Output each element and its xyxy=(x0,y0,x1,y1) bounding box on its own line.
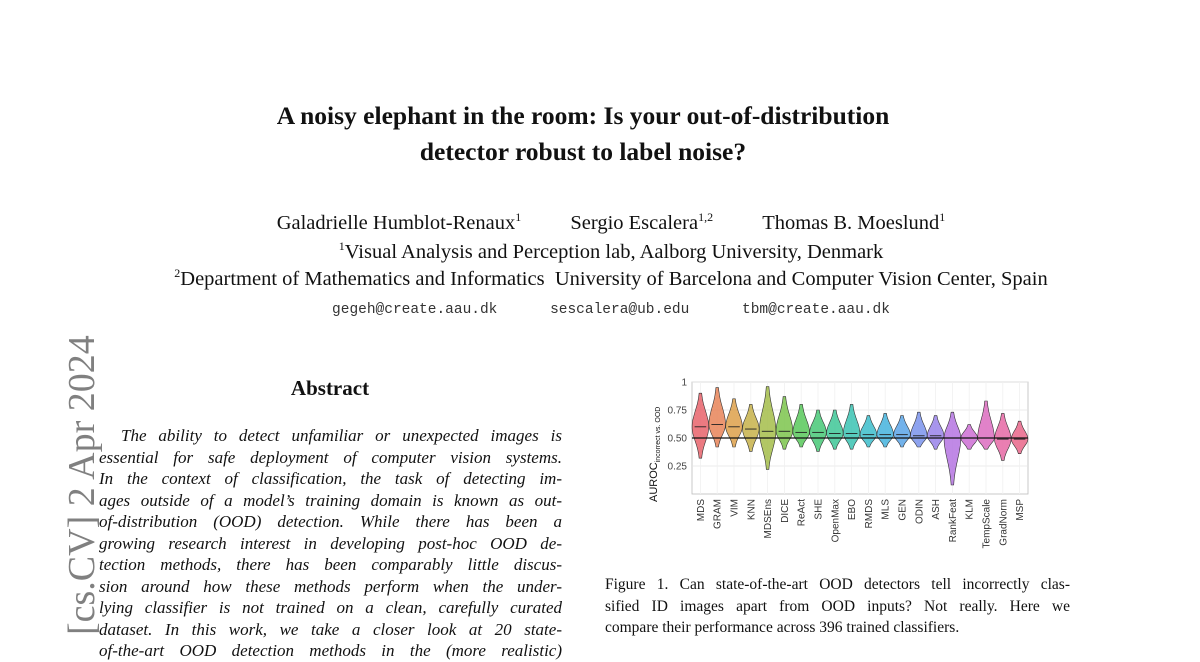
abstract-line: In the context of classification, the task of detecting im- xyxy=(99,469,562,488)
author-affil-mark: 1 xyxy=(939,210,946,224)
author-list xyxy=(0,212,1200,235)
figure-caption xyxy=(605,574,1070,639)
x-tick-label: MLS xyxy=(880,499,892,520)
x-tick-label: SHE xyxy=(813,499,825,520)
x-tick-label: GEN xyxy=(897,499,909,521)
arxiv-stamp: [cs.CV] 2 Apr 2024 xyxy=(61,335,103,635)
x-tick-label: RankFeat xyxy=(947,499,959,543)
y-tick-label: 1 xyxy=(681,377,687,389)
x-tick-label: GradNorm xyxy=(998,499,1010,546)
x-tick-label: MDS xyxy=(695,499,707,522)
affil-text: Visual Analysis and Perception lab, Aalborg University, Denmark xyxy=(344,241,884,263)
figure-violin-chart xyxy=(640,372,1035,562)
email-2: sescalera@ub.edu xyxy=(550,302,690,318)
x-tick-label: MDSEns xyxy=(763,499,775,539)
x-tick-label: ReAct xyxy=(796,499,808,527)
y-axis-label xyxy=(648,407,662,502)
abstract-line: sion around how these methods perform when the under- xyxy=(99,576,562,596)
author-affil-mark: 1 xyxy=(515,210,522,224)
author-3 xyxy=(762,212,945,235)
caption-line: Figure 1. Can state-of-the-art OOD detectors tell incorrectly clas- xyxy=(605,576,1070,593)
abstract-line: ages outside of a model’s training domain is known as out- xyxy=(99,490,562,510)
x-tick-label: ASH xyxy=(931,499,943,520)
x-tick-label: VIM xyxy=(729,499,741,517)
y-tick-label: 0.50 xyxy=(667,433,687,445)
x-tick-label: EBO xyxy=(847,499,859,521)
caption-line: compare their performance across 396 trained classifiers. xyxy=(605,619,960,636)
author-name: Sergio Escalera xyxy=(570,212,699,234)
email-1: gegeh@create.aau.dk xyxy=(332,302,498,318)
affil-text: Department of Mathematics and Informatics University of Barcelona and Computer Vision Center, Spain xyxy=(180,268,1048,290)
x-tick-label: RMDS xyxy=(863,499,875,529)
abstract-line: dataset. In this work, we take a closer look at 20 state- xyxy=(99,619,562,639)
x-tick-label: TempScale xyxy=(981,499,993,549)
x-tick-label: KNN xyxy=(746,499,758,521)
author-1 xyxy=(277,212,522,235)
affiliation-1 xyxy=(0,241,1200,264)
x-tick-label: GRAM xyxy=(712,499,724,529)
caption-line: sified ID images apart from OOD inputs? Not really. Here we xyxy=(605,597,1070,615)
abstract-line: lying classifier is not trained on a clean, carefully curated xyxy=(99,598,562,617)
author-affil-mark: 1,2 xyxy=(698,210,714,224)
x-tick-label: OpenMax xyxy=(830,499,842,543)
y-axis-label-main: AUROC xyxy=(648,462,660,502)
abstract-line: of-distribution (OOD) detection. While there has been a xyxy=(99,512,562,531)
title-line-1: A noisy elephant in the room: Is your out-of-distribution xyxy=(276,101,890,130)
abstract-line: of-the-art OOD detection methods in the (more realistic) xyxy=(99,641,562,660)
paper-title xyxy=(0,98,1166,170)
abstract-line: growing research interest in developing post-hoc OOD de- xyxy=(99,533,562,553)
abstract-line: tection methods, there has been comparably little discus- xyxy=(99,555,562,574)
x-tick-label: DICE xyxy=(779,499,791,523)
affil-mark: 2 xyxy=(174,266,181,280)
abstract-body xyxy=(99,425,562,662)
author-name: Galadrielle Humblot-Renaux xyxy=(276,212,516,234)
affiliation-2 xyxy=(0,268,1200,291)
author-2 xyxy=(570,212,713,235)
y-tick-label: 0.25 xyxy=(667,461,687,473)
abstract-line: The ability to detect unfamiliar or unexpected images is xyxy=(121,426,562,445)
abstract-heading: Abstract xyxy=(290,376,370,400)
x-tick-label: MSP xyxy=(1015,499,1027,521)
x-tick-label: ODIN xyxy=(914,499,926,524)
affil-mark: 1 xyxy=(338,239,345,253)
y-tick-label: 0.75 xyxy=(667,405,687,417)
abstract-line: essential for safe deployment of computer vision systems. xyxy=(99,447,562,467)
author-name: Thomas B. Moeslund xyxy=(762,212,940,234)
x-tick-label: KLM xyxy=(964,499,976,520)
title-line-2: detector robust to label noise? xyxy=(419,137,747,166)
email-3: tbm@create.aau.dk xyxy=(742,302,890,318)
email-list xyxy=(0,302,1200,318)
y-axis-label-sub: incorrect vs. OOD xyxy=(655,406,662,463)
